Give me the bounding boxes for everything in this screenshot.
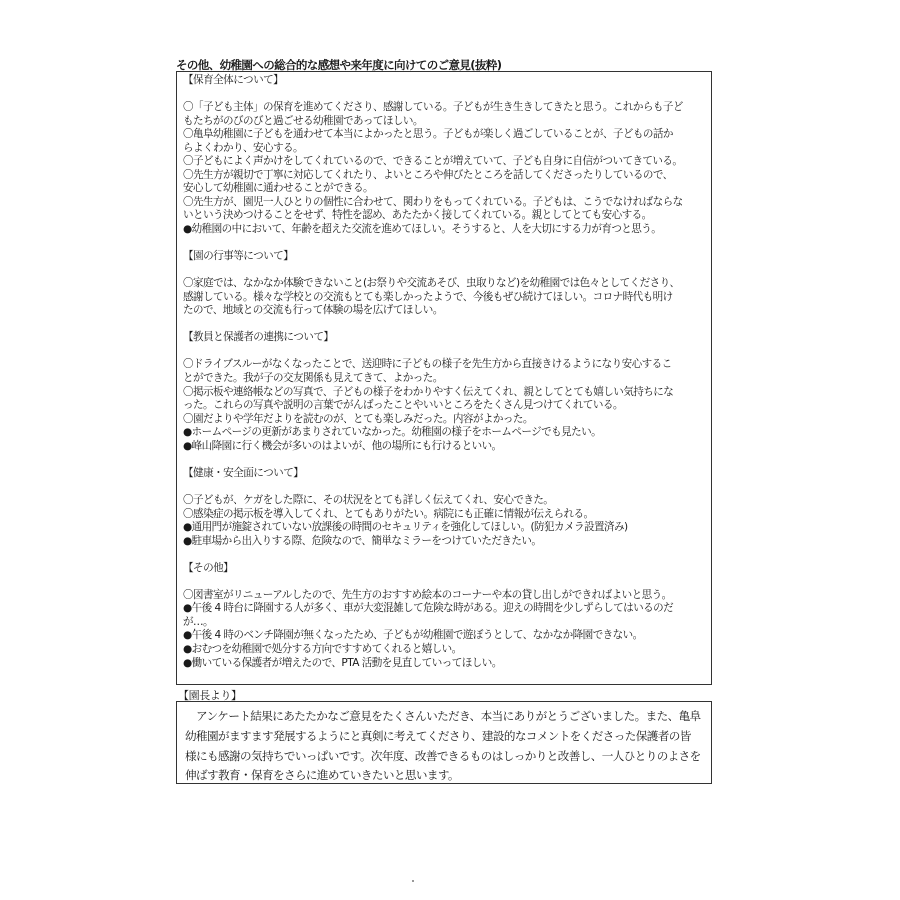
principal-message-box — [176, 701, 712, 784]
section-heading-childcare: 【保育全体について】 — [183, 74, 284, 86]
opinion-line: ●午後 4 時台に降園する人が多く、車が大変混雑して危険な時がある。迎えの時間を少しずらしてはいるのだ — [183, 602, 674, 615]
opinion-line: ●駐車場から出入りする際、危険なので、簡単なミラーをつけていただきたい。 — [183, 534, 542, 547]
opinion-line: とができた。我が子の交友関係も見えてきて、よかった。 — [183, 372, 443, 385]
opinion-line: 感謝している。様々な学校との交流もとても楽しかったようで、今後もぜひ続けてほしい。コロナ時代も明け — [183, 290, 673, 303]
opinion-line: 〇先生方が、園児一人ひとりの個性に合わせて、関わりをもってくれている。子どもは、こうでなければならな — [183, 195, 683, 208]
opinion-line: 〇「子ども主体」の保育を進めてくださり、感謝している。子どもが生き生きしてきたと思う。これからも子ど — [183, 101, 683, 114]
opinion-line: 安心して幼稚園に通わせることができる。 — [183, 182, 373, 195]
principal-line: 様にも感謝の気持ちでいっぱいです。次年度、改善できるものはしっかりと改善し、一人ひとりのよさを — [185, 748, 701, 763]
opinion-line: 〇子どもによく声かけをしてくれているので、できることが増えていて、子ども自身に自信がついてきている。 — [183, 155, 683, 168]
opinion-line: 〇感染症の掲示板を導入してくれ、とてもありがたい。病院にも正確に情報が伝えられる。 — [183, 507, 594, 520]
opinion-line: 〇ドライブスルーがなくなったことで、送迎時に子どもの様子を先生方から直接きけるようになり安心するこ — [183, 358, 672, 371]
opinion-line: った。これらの写真や説明の言葉でがんばったことやいいところをたくさん見つけてくれている。 — [183, 399, 623, 412]
section-heading-teacher-parent: 【教員と保護者の連携について】 — [183, 331, 334, 344]
opinion-line: 〇園だよりや学年だよりを読むのが、とても楽しみだった。内容がよかった。 — [183, 412, 533, 425]
section-heading-health-safety: 【健康・安全面について】 — [183, 466, 304, 479]
opinion-line: 〇掲示板や連絡帳などの写真で、子どもの様子をわかりやすく伝えてくれ、親としてとても嬉しい気持ちにな — [183, 385, 674, 398]
opinion-line: もたちがのびのびと過ごせる幼稚園であってほしい。 — [183, 114, 423, 127]
opinion-line: たので、地域との交流も行って体験の場を広げてほしい。 — [183, 304, 443, 317]
section-heading-events: 【園の行事等について】 — [183, 250, 294, 263]
principal-line: 幼稚園がますます発展するようにと真剣に考えてくださり、建設的なコメントをくださった保護者の皆 — [185, 728, 691, 743]
opinion-line: が…。 — [183, 615, 213, 628]
section-heading-other: 【その他】 — [183, 561, 234, 574]
opinion-line: 〇図書室がリニューアルしたので、先生方のおすすめ絵本のコーナーや本の貸し出しができればよいと思う。 — [183, 588, 672, 601]
principal-line: アンケート結果にあたたかなご意見をたくさんいただき、本当にありがとうございました。また、亀阜 — [185, 709, 701, 723]
opinion-line: ●幼稚園の中において、年齢を超えた交流を進めてほしい。そうすると、人を大切にする力が育つと思う。 — [183, 223, 662, 236]
scan-speck — [412, 880, 414, 882]
opinion-line: 〇家庭では、なかなか体験できないこと(お祭りや交流あそび、虫取りなど)を幼稚園では色々としてくださり、 — [183, 277, 680, 290]
opinion-line: ●通用門が施錠されていない放課後の時間のセキュリティを強化してほしい。(防犯カメラ設置済み) — [183, 521, 628, 534]
opinion-line: 〇子どもが、ケガをした際に、その状況をとても詳しく伝えてくれ、安心できた。 — [183, 493, 554, 506]
opinions-box — [176, 71, 712, 685]
opinion-line: ●働いている保護者が増えたので、PTA 活動を見直していってほしい。 — [183, 656, 502, 669]
opinion-line: ●ホームページの更新があまりされていなかった。幼稚園の様子をホームページでも見たい。 — [183, 426, 602, 439]
opinion-line: らよくわかり、安心する。 — [183, 141, 303, 154]
principal-line: 伸ばす教育・保育をさらに進めていきたいと思います。 — [185, 768, 459, 783]
opinion-line: ●峰山降園に行く機会が多いのはよいが、他の場所にも行けるといい。 — [183, 439, 502, 452]
opinion-line: ●午後 4 時のベンチ降園が無くなったため、子どもが幼稚園で遊ぼうとして、なかなか降園できない。 — [183, 629, 643, 642]
document-title: その他、幼稚園への総合的な感想や来年度に向けてのご意見(抜粋) — [176, 58, 502, 72]
opinion-line: ●おむつを幼稚園で処分する方向ですすめてくれると嬉しい。 — [183, 642, 462, 655]
principal-heading: 【園長より】 — [178, 689, 242, 702]
opinion-line: 〇先生方が親切で丁寧に対応してくれたり、よいところや伸びたところを話してくださったりしているので、 — [183, 168, 673, 181]
opinion-line: 〇亀阜幼稚園に子どもを通わせて本当によかったと思う。子どもが楽しく過ごしていることが、子どもの話か — [183, 128, 673, 141]
opinion-line: いという決めつけることをせず、特性を認め、あたたかく接してくれている。親としてとても安心する。 — [183, 209, 652, 222]
